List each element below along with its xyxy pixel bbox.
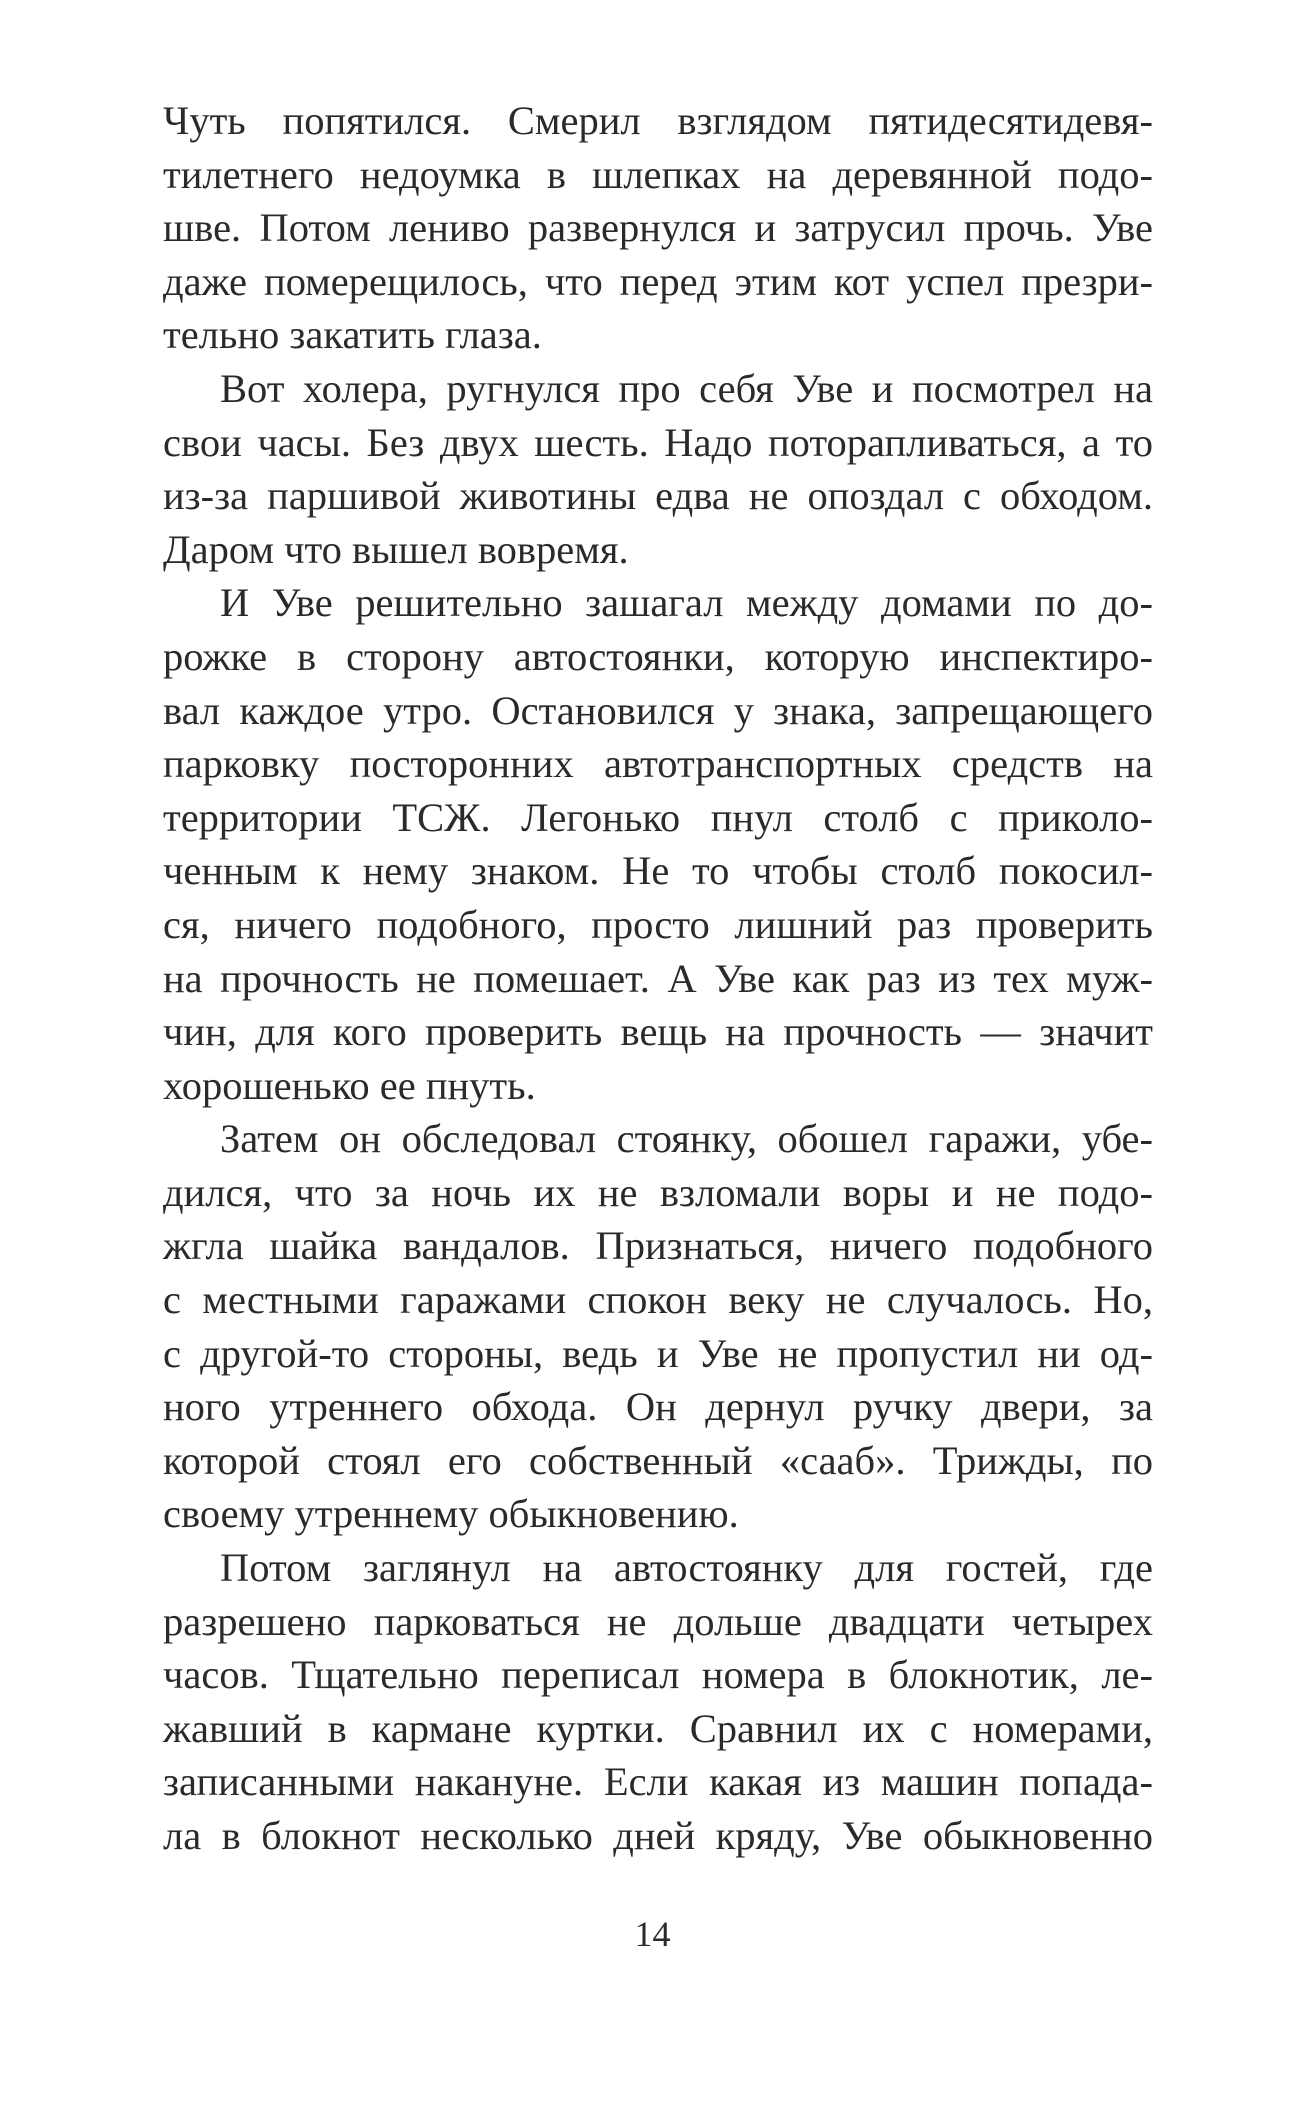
text-line: Вот холера, ругнулся про себя Уве и посмотрел на: [220, 365, 1153, 411]
paragraph: [163, 94, 1153, 362]
text-line: разрешено парковаться не дольше двадцати четырех: [163, 1598, 1153, 1644]
text-line: с местными гаражами спокон веку не случалось. Но,: [163, 1277, 1153, 1323]
text-line: ла в блокнот несколько дней кряду, Уве обыкновенно: [163, 1813, 1153, 1858]
text-line: шве. Потом лениво развернулся и затрусил прочь. Уве: [163, 205, 1153, 251]
paragraph: [163, 362, 1153, 576]
text-line: вал каждое утро. Остановился у знака, запрещающего: [163, 687, 1153, 733]
text-line: тилетнего недоумка в шлепках на деревянной подо-: [163, 151, 1153, 197]
text-line: часов. Тщательно переписал номера в блокнотик, ле-: [163, 1652, 1153, 1698]
text-line: рожке в сторону автостоянки, которую инспектиро-: [163, 633, 1153, 679]
text-line: Затем он обследовал стоянку, обошел гаражи, убе-: [220, 1116, 1153, 1162]
text-line: ного утреннего обхода. Он дернул ручку двери, за: [163, 1384, 1153, 1430]
text-line: парковку посторонних автотранспортных средств на: [163, 741, 1153, 787]
text-line: свои часы. Без двух шесть. Надо поторапливаться, а то: [163, 419, 1153, 465]
text-line: на прочность не помешает. А Уве как раз из тех муж-: [163, 955, 1153, 1001]
text-line: из-за паршивой животины едва не опоздал с обходом.: [163, 473, 1153, 519]
text-line: своему утреннему обыкновению.: [163, 1491, 739, 1537]
text-line: Потом заглянул на автостоянку для гостей, где: [220, 1545, 1153, 1591]
text-line: даже померещилось, что перед этим кот успел презри-: [163, 258, 1153, 304]
text-line: Чуть попятился. Смерил взглядом пятидесятидевя-: [163, 98, 1153, 143]
text-line: Даром что вышел вовремя.: [163, 526, 629, 572]
text-line: дился, что за ночь их не взломали воры и не подо-: [163, 1169, 1153, 1215]
text-line: И Уве решительно зашагал между домами по до-: [220, 580, 1153, 626]
text-line: хорошенько ее пнуть.: [163, 1062, 536, 1108]
text-line: которой стоял его собственный «сааб». Трижды, по: [163, 1437, 1153, 1483]
text-line: чин, для кого проверить вещь на прочность — значит: [163, 1009, 1153, 1055]
text-line: ся, ничего подобного, просто лишний раз проверить: [163, 901, 1153, 947]
body-text: [163, 94, 1153, 1863]
text-line: жавший в кармане куртки. Сравнил их с номерами,: [163, 1705, 1153, 1751]
text-line: жгла шайка вандалов. Признаться, ничего подобного: [163, 1223, 1153, 1269]
text-line: записанными накануне. Если какая из машин попада-: [163, 1759, 1153, 1805]
text-line: с другой-то стороны, ведь и Уве не пропустил ни од-: [163, 1330, 1153, 1376]
text-line: территории ТСЖ. Легонько пнул столб с приколо-: [163, 794, 1153, 840]
page-number: 14: [634, 1914, 671, 1954]
text-line: ченным к нему знаком. Не то чтобы столб покосил-: [163, 848, 1153, 894]
paragraph: [163, 1541, 1153, 1863]
paragraph: [163, 576, 1153, 1112]
paragraph: [163, 1112, 1153, 1541]
text-line: тельно закатить глаза.: [163, 312, 542, 358]
